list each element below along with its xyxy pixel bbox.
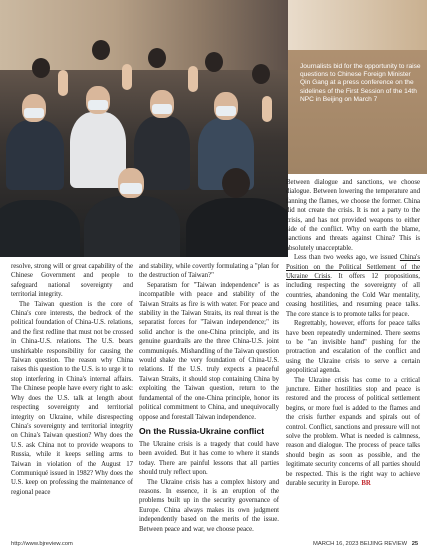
end-mark: BR xyxy=(361,480,371,487)
photo-caption: Journalists bid for the opportunity to raise questions to Chinese Foreign Minister Qin Gang at a press conference on the sidelines of the First Session of the 14th NPC in Beijing on March 7 xyxy=(300,63,421,103)
photo-person xyxy=(252,64,270,84)
photo-person xyxy=(205,52,223,72)
photo-person xyxy=(32,58,50,78)
paragraph: resolve, strong will or great capability of the Chinese Government and people to safeguard national sovereignty and territorial integrity. xyxy=(11,263,133,299)
photo-mask xyxy=(88,100,108,110)
paragraph: The Taiwan question is the core of China's core interests, the bedrock of the political foundation of China-U.S. relations, and the first redline that must not be crossed in China-U.S. relations. The U.S. bears unshirkable responsibility for causing the Taiwan question. The reason why China raises this question to the U.S. is to urge it to stop interfering in China's internal affairs. The Chinese people have every right to ask: Why does the U.S. talk at length about respecting sovereignty and territorial integrity on Ukraine, while disrespecting China's sovereignty and territorial integrity on China's Taiwan question? Why does the U.S. ask China not to provide weapons to Russia, while it keeps selling arms to Taiwan in violation of the August 17 Communiqué issued in 1982? Why does the U.S. keep on professing the maintenance of regional peace xyxy=(11,300,133,496)
article-column-1 xyxy=(11,262,133,497)
photo-mask xyxy=(216,106,236,116)
paragraph-text: . It offers 12 propositions, including respecting the sovereignty of all countries, abandoning the Cold War mentality, ceasing hostilities, and resuming peace talks. The core stance is to promote talks for peace. xyxy=(286,273,420,318)
caption-panel-wall xyxy=(288,0,427,50)
photo-raised-hand xyxy=(58,70,68,96)
photo-person xyxy=(222,168,250,198)
section-heading: On the Russia-Ukraine conflict xyxy=(139,425,265,436)
paragraph: The Ukraine crisis has a complex history and reasons. In essence, it is an eruption of the problems built up in the security governance of Europe. China always makes its own judgment independently based on the merits of the issue. Between peace and war, we choose peace. xyxy=(139,478,279,533)
paragraph: Regrettably, however, efforts for peace talks have been repeatedly undermined. There seems to be "an invisible hand" pushing for the protraction and escalation of the conflict and using the Ukraine crisis to serve a certain geopolitical agenda. xyxy=(286,320,420,375)
photo-raised-hand xyxy=(188,66,198,92)
press-conference-photo xyxy=(0,0,288,257)
photo-raised-hand xyxy=(122,64,132,90)
paragraph: The Ukraine crisis is a tragedy that could have been avoided. But it has come to where it stands today. There are painful lessons that all parties should truly reflect upon. xyxy=(139,440,279,477)
article-column-2 xyxy=(139,262,279,534)
issue-date: MARCH 16, 2023 BEIJING REVIEW xyxy=(313,541,408,547)
photo-raised-hand xyxy=(262,96,272,122)
article-column-3 xyxy=(286,178,420,488)
photo-person-body xyxy=(0,200,80,257)
footer-issue xyxy=(313,541,418,547)
photo-mask xyxy=(120,183,142,194)
paragraph xyxy=(286,376,420,489)
paragraph xyxy=(286,253,420,319)
document-title-link: China's Position on the Political Settlement of the Ukraine Crisis xyxy=(286,254,420,281)
photo-person xyxy=(148,48,166,68)
paragraph-text: The Ukraine crisis has come to a critical juncture. Either hostilities stop and peace is restored and the process of political settlement begins, or more fuel is added to the flames and the crisis further expands and spirals out of control. Conflict, sanctions and pressure will not solve the problem. What is needed is calmness, reason and dialogue. The process of peace talks should begin as soon as possible, and the legitimate security concerns of all parties should be respected. This is the right way to achieve durable security in Europe. xyxy=(286,376,420,487)
photo-person xyxy=(92,40,110,60)
footer-url: http://www.bjreview.com xyxy=(11,541,73,547)
paragraph: Between dialogue and sanctions, we choose dialogue. Between lowering the temperature and fanning the flames, we choose the former. China did not create the crisis. It is not a party to the crisis, and has not provided weapons to either side of the conflict. Why on earth the blame, sanctions and threats against China? This is absolutely unacceptable. xyxy=(286,179,420,252)
paragraph: and stability, while covertly formulating a "plan for the destruction of Taiwan?" xyxy=(139,263,279,280)
photo-mask xyxy=(24,108,44,118)
paragraph-text: Less than two weeks ago, we issued xyxy=(294,254,400,262)
photo-person-body xyxy=(186,198,288,257)
photo-person-body xyxy=(6,120,64,190)
photo-mask xyxy=(152,104,172,114)
page-number: 25 xyxy=(411,541,419,547)
photo-person-body xyxy=(84,196,180,257)
paragraph: Separatism for "Taiwan independence" is as incompatible with peace and stability of the Taiwan Straits as fire is with water. For peace and stability in the Taiwan Straits, its real threat is the separatist forces for "Taiwan independence;" its solid anchor is the one-China principle, and its genuine guardrails are the three China-U.S. joint communiqués. Mishandling of the Taiwan question would shake the very foundation of China-U.S. relations. If the U.S. truly expects a peaceful Taiwan Straits, it should stop containing China by exploiting the Taiwan question, return to the fundamental of the one-China principle, honor its political commitment to China, and unequivocally oppose and forestall Taiwan independence. xyxy=(139,281,279,421)
